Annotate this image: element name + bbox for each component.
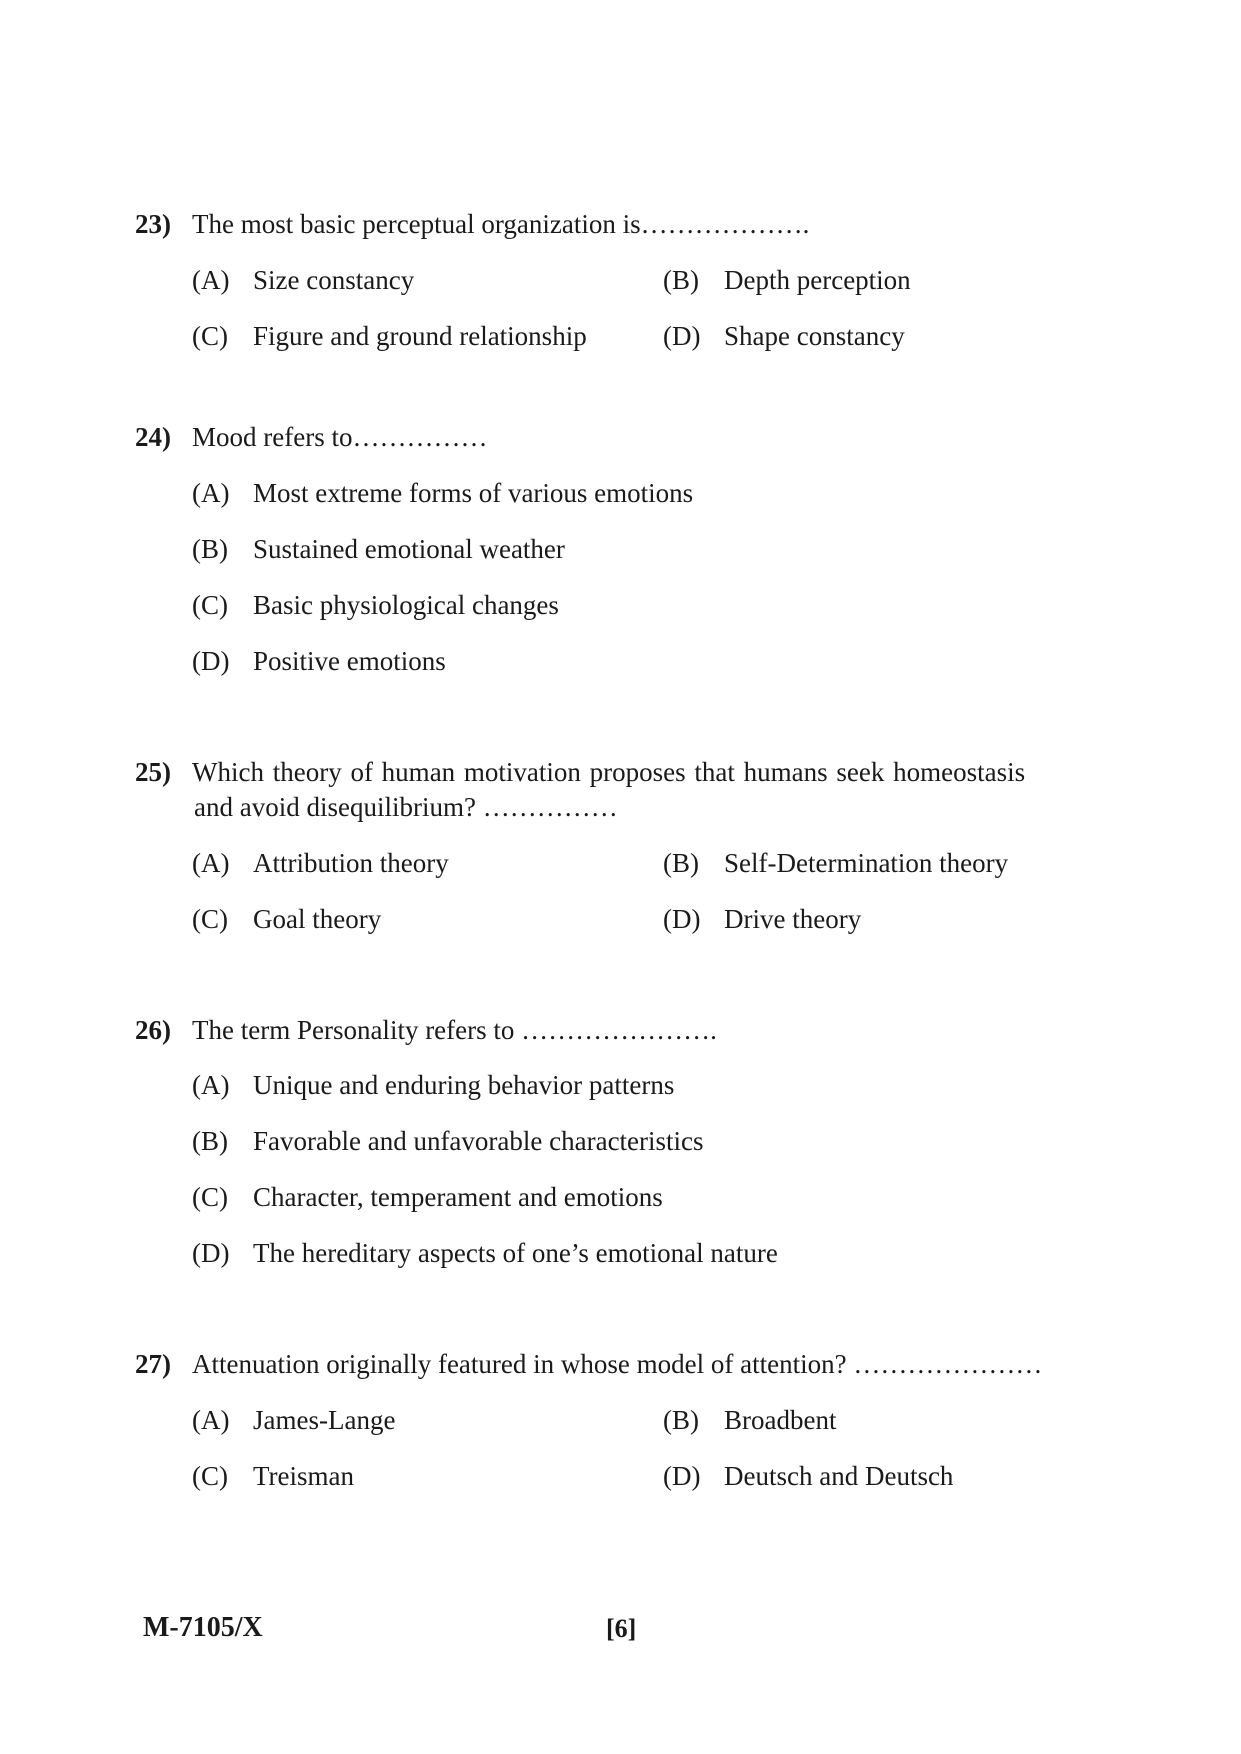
question-text: Mood refers to…………… bbox=[192, 422, 488, 452]
option-letter: (A) bbox=[192, 478, 230, 508]
option-letter: (A) bbox=[192, 265, 230, 295]
option-text: Depth perception bbox=[724, 265, 911, 295]
option-letter: (A) bbox=[192, 848, 230, 878]
question-text: Which theory of human motivation proposes that humans seek homeostasis bbox=[192, 757, 1026, 787]
option-letter: (D) bbox=[663, 1461, 701, 1491]
option-letter: (B) bbox=[663, 848, 699, 878]
option-letter: (C) bbox=[192, 904, 228, 934]
question-number: 23) bbox=[135, 209, 171, 239]
option-letter: (C) bbox=[192, 321, 228, 351]
option-text: The hereditary aspects of one’s emotional nature bbox=[253, 1238, 778, 1268]
option-text: Shape constancy bbox=[724, 321, 905, 351]
option-text: Basic physiological changes bbox=[253, 590, 559, 620]
question-text: The term Personality refers to …………………. bbox=[192, 1015, 717, 1045]
option-letter: (D) bbox=[663, 904, 701, 934]
option-text: Attribution theory bbox=[253, 848, 449, 878]
option-text: Treisman bbox=[253, 1461, 355, 1491]
option-text: Self-Determination theory bbox=[724, 848, 1009, 878]
option-letter: (B) bbox=[663, 265, 699, 295]
option-text: Goal theory bbox=[253, 904, 382, 934]
option-text: Favorable and unfavorable characteristics bbox=[253, 1126, 704, 1156]
option-text: James-Lange bbox=[253, 1405, 396, 1435]
question-number: 24) bbox=[135, 422, 171, 452]
option-letter: (B) bbox=[663, 1405, 699, 1435]
option-text: Broadbent bbox=[724, 1405, 837, 1435]
page-number: [6] bbox=[606, 1614, 637, 1643]
question-number: 26) bbox=[135, 1015, 171, 1045]
option-letter: (D) bbox=[192, 646, 230, 676]
paper-code: M-7105/X bbox=[143, 1612, 263, 1643]
question-text: The most basic perceptual organization is………………. bbox=[192, 209, 810, 239]
option-text: Figure and ground relationship bbox=[253, 321, 587, 351]
option-letter: (C) bbox=[192, 1182, 228, 1212]
question-number: 27) bbox=[135, 1349, 171, 1379]
question-text: and avoid disequilibrium? …………… bbox=[194, 792, 618, 822]
option-text: Character, temperament and emotions bbox=[253, 1182, 663, 1212]
option-letter: (A) bbox=[192, 1405, 230, 1435]
option-letter: (D) bbox=[192, 1238, 230, 1268]
option-letter: (B) bbox=[192, 534, 228, 564]
option-text: Positive emotions bbox=[253, 646, 446, 676]
option-text: Sustained emotional weather bbox=[253, 534, 565, 564]
option-text: Drive theory bbox=[724, 904, 862, 934]
option-letter: (D) bbox=[663, 321, 701, 351]
option-text: Most extreme forms of various emotions bbox=[253, 478, 694, 508]
option-letter: (C) bbox=[192, 590, 228, 620]
option-letter: (C) bbox=[192, 1461, 228, 1491]
option-text: Size constancy bbox=[253, 265, 415, 295]
option-letter: (B) bbox=[192, 1126, 228, 1156]
option-text: Unique and enduring behavior patterns bbox=[253, 1070, 675, 1100]
question-text: Attenuation originally featured in whose model of attention? ………………… bbox=[192, 1349, 1043, 1379]
option-text: Deutsch and Deutsch bbox=[724, 1461, 954, 1491]
question-number: 25) bbox=[135, 757, 171, 787]
option-letter: (A) bbox=[192, 1070, 230, 1100]
